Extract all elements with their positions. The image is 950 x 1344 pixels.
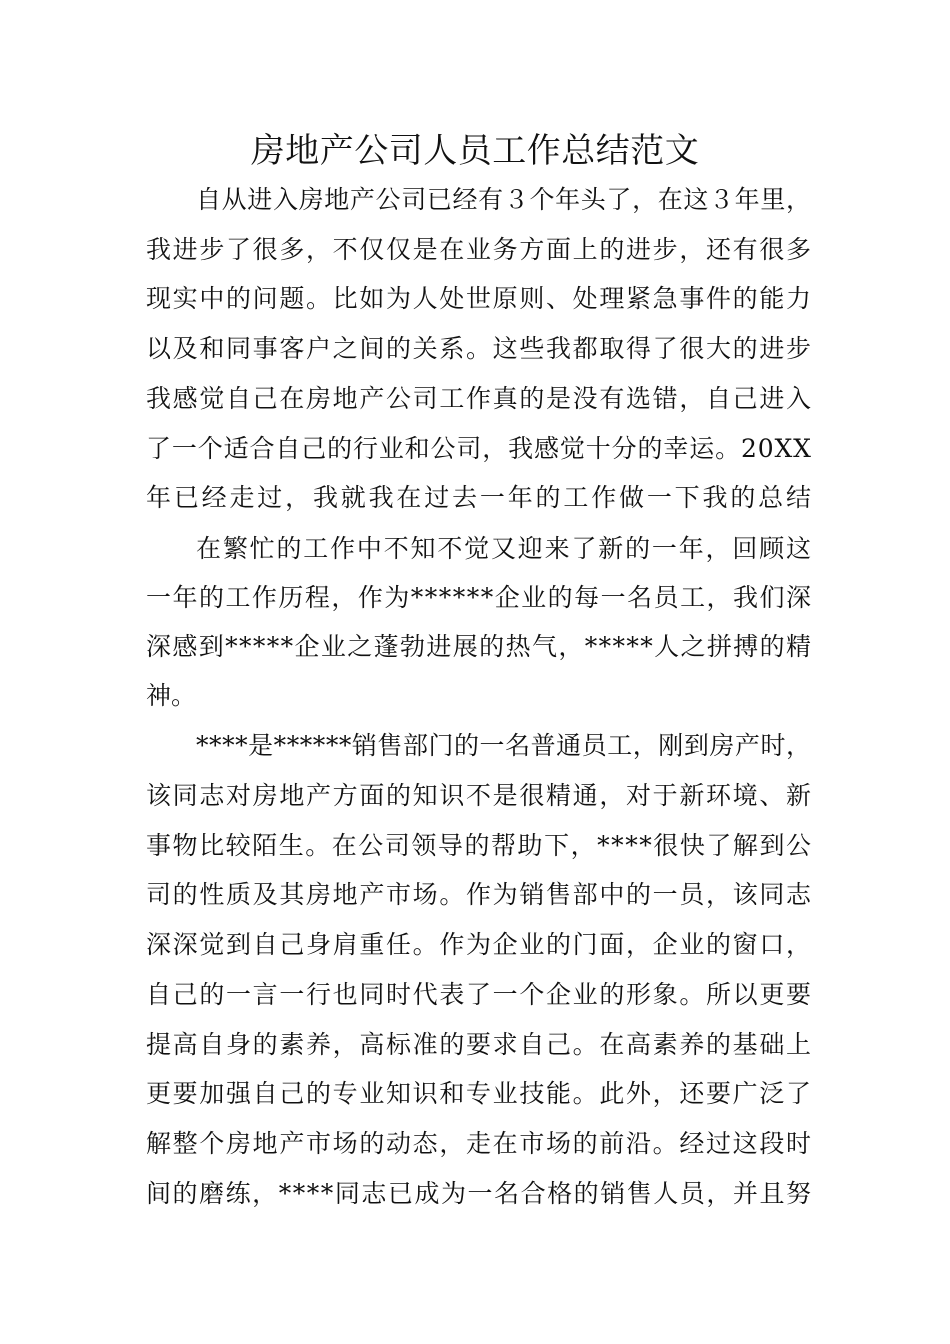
- document-title: 房地产公司人员工作总结范文: [250, 131, 700, 171]
- text-line: 司的性质及其房地产市场。作为销售部中的一员，该同志: [146, 880, 813, 909]
- text-line: ****是******销售部门的一名普通员工，刚到房产时，: [196, 731, 812, 760]
- text-line: 提高自身的素养，高标准的要求自己。在高素养的基础上: [146, 1030, 813, 1059]
- text-line: 间的磨练，****同志已成为一名合格的销售人员，并且努: [146, 1179, 813, 1208]
- text-line: 在繁忙的工作中不知不觉又迎来了新的一年，回顾这: [196, 534, 813, 563]
- text-line: 自己的一言一行也同时代表了一个企业的形象。所以更要: [146, 980, 813, 1009]
- text-line: 更要加强自己的专业知识和专业技能。此外，还要广泛了: [146, 1079, 813, 1108]
- text-line: 年已经走过，我就我在过去一年的工作做一下我的总结: [146, 483, 814, 512]
- text-line: 我感觉自己在房地产公司工作真的是没有选错，自己进入: [146, 384, 813, 413]
- text-line: 解整个房地产市场的动态，走在市场的前沿。经过这段时: [146, 1129, 813, 1158]
- text-line: 深感到*****企业之蓬勃进展的热气，*****人之拼搏的精: [146, 632, 813, 661]
- text-line: 事物比较陌生。在公司领导的帮助下，****很快了解到公: [146, 831, 813, 860]
- text-line: 神。: [146, 681, 197, 710]
- text-line: 现实中的问题。比如为人处世原则、处理紧急事件的能力: [146, 284, 813, 313]
- text-line: 一年的工作历程，作为******企业的每一名员工，我们深: [146, 583, 813, 612]
- text-line: 自从进入房地产公司已经有３个年头了，在这３年里，: [196, 185, 812, 214]
- text-line: 了一个适合自己的行业和公司，我感觉十分的幸运。20XX: [146, 434, 812, 463]
- text-line: 我进步了很多，不仅仅是在业务方面上的进步，还有很多: [146, 235, 813, 264]
- text-line: 该同志对房地产方面的知识不是很精通，对于新环境、新: [146, 781, 813, 810]
- text-line: 深深觉到自己身肩重任。作为企业的门面，企业的窗口，: [146, 930, 813, 959]
- text-line: 以及和同事客户之间的关系。这些我都取得了很大的进步: [146, 334, 813, 363]
